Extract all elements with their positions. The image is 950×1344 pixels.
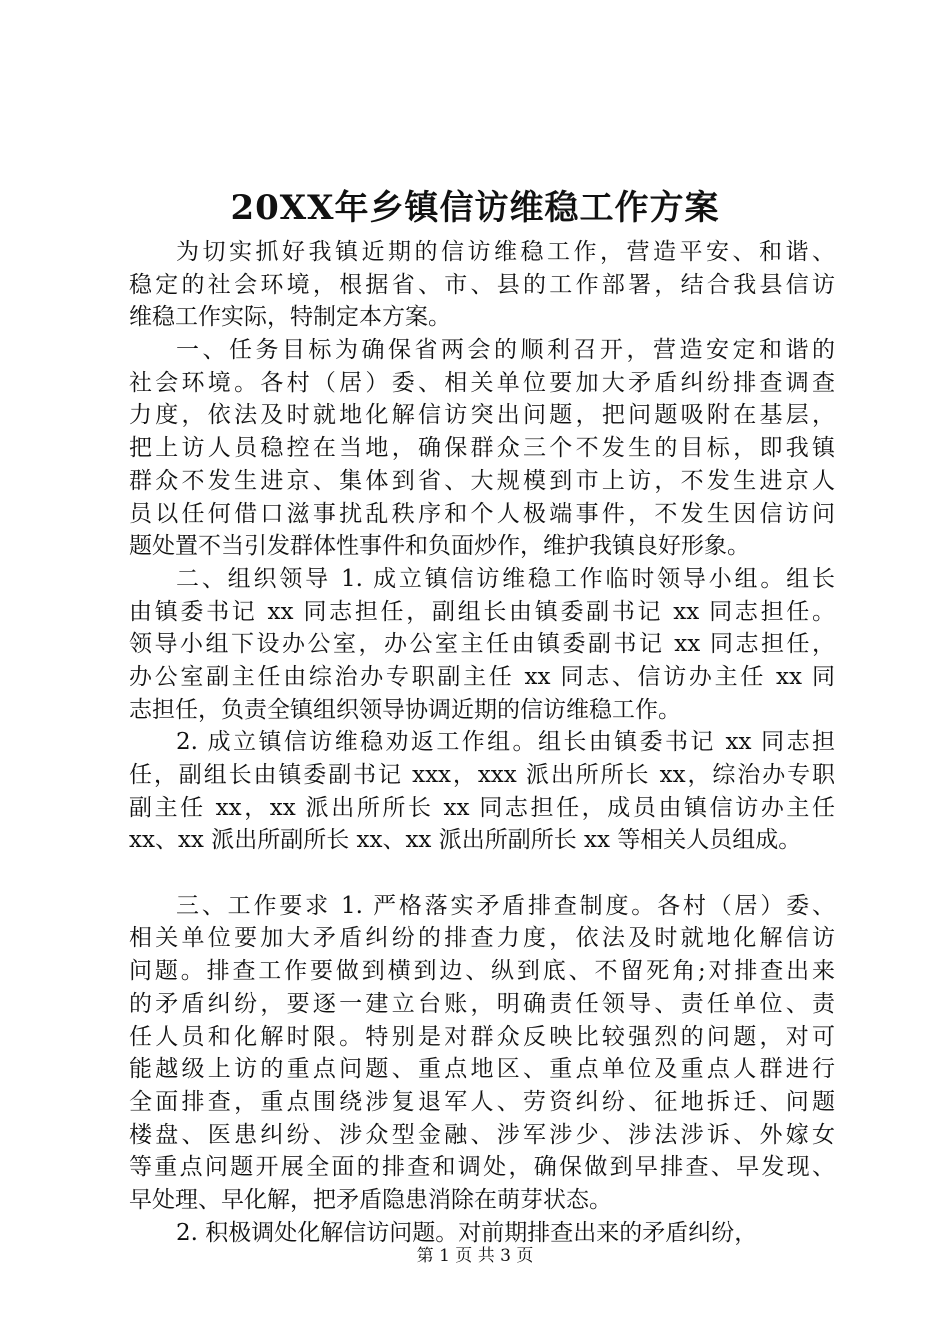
body-line: 任人员和化解时限。特别是对群众反映比较强烈的问题，对可	[129, 1023, 835, 1050]
body-line: 维稳工作实际，特制定本方案。	[129, 304, 451, 331]
body-line: 办公室副主任由综治办专职副主任 xx 同志、信访办主任 xx 同	[129, 663, 835, 690]
body-line: 相关单位要加大矛盾纠纷的排查力度，依法及时就地化解信访	[129, 925, 835, 952]
body-line: 一、任务目标为确保省两会的顺利召开，营造安定和谐的	[176, 337, 835, 364]
body-line: 能越级上访的重点问题、重点地区、重点单位及重点人群进行	[129, 1056, 835, 1083]
body-line: 二、组织领导 1. 成立镇信访维稳工作临时领导小组。组长	[176, 565, 835, 592]
body-line: 早处理、早化解，把矛盾隐患消除在萌芽状态。	[129, 1186, 612, 1213]
body-line: 志担任，负责全镇组织领导协调近期的信访维稳工作。	[129, 696, 681, 723]
body-line: 全面排查，重点围绕涉复退军人、劳资纠纷、征地拆迁、问题	[129, 1088, 835, 1115]
body-line: 副主任 xx，xx 派出所所长 xx 同志担任，成员由镇信访办主任	[129, 794, 835, 821]
body-line: 题处置不当引发群体性事件和负面炒作，维护我镇良好形象。	[129, 533, 750, 560]
body-line: 2. 积极调处化解信访问题。对前期排查出来的矛盾纠纷，	[176, 1219, 758, 1246]
body-line: 为切实抓好我镇近期的信访维稳工作，营造平安、和谐、	[176, 239, 835, 265]
body-line: 三、工作要求 1. 严格落实矛盾排查制度。各村（居）委、	[176, 892, 835, 919]
body-line: 问题。排查工作要做到横到边、纵到底、不留死角;对排查出来	[129, 958, 835, 985]
body-line: 员以任何借口滋事扰乱秩序和个人极端事件，不发生因信访问	[129, 500, 835, 527]
body-line: 社会环境。各村（居）委、相关单位要加大矛盾纠纷排查调查	[129, 369, 835, 396]
body-line: 力度，依法及时就地化解信访突出问题，把问题吸附在基层，	[129, 402, 835, 429]
document-body	[129, 236, 835, 1249]
body-line: 等重点问题开展全面的排查和调处，确保做到早排查、早发现、	[129, 1154, 835, 1181]
body-line: xx、xx 派出所副所长 xx、xx 派出所副所长 xx 等相关人员组成。	[129, 827, 802, 854]
blank-line	[129, 857, 835, 890]
body-line: 群众不发生进京、集体到省、大规模到市上访，不发生进京人	[129, 467, 835, 494]
body-line: 由镇委书记 xx 同志担任，副组长由镇委副书记 xx 同志担任。	[129, 598, 835, 625]
body-line: 稳定的社会环境，根据省、市、县的工作部署，结合我县信访	[129, 271, 835, 298]
page-footer: 第 1 页 共 3 页	[416, 1246, 534, 1266]
body-line: 领导小组下设办公室，办公室主任由镇委副书记 xx 同志担任，	[129, 631, 835, 658]
document-title: 20XX年乡镇信访维稳工作方案	[230, 188, 720, 228]
body-line: 任，副组长由镇委副书记 xxx，xxx 派出所所长 xx，综治办专职	[129, 762, 835, 788]
body-line: 把上访人员稳控在当地，确保群众三个不发生的目标，即我镇	[129, 435, 835, 462]
body-line: 2. 成立镇信访维稳劝返工作组。组长由镇委书记 xx 同志担	[176, 729, 835, 756]
body-line: 的矛盾纠纷，要逐一建立台账，明确责任领导、责任单位、责	[129, 990, 835, 1017]
body-line: 楼盘、医患纠纷、涉众型金融、涉军涉少、涉法涉诉、外嫁女	[129, 1121, 835, 1148]
